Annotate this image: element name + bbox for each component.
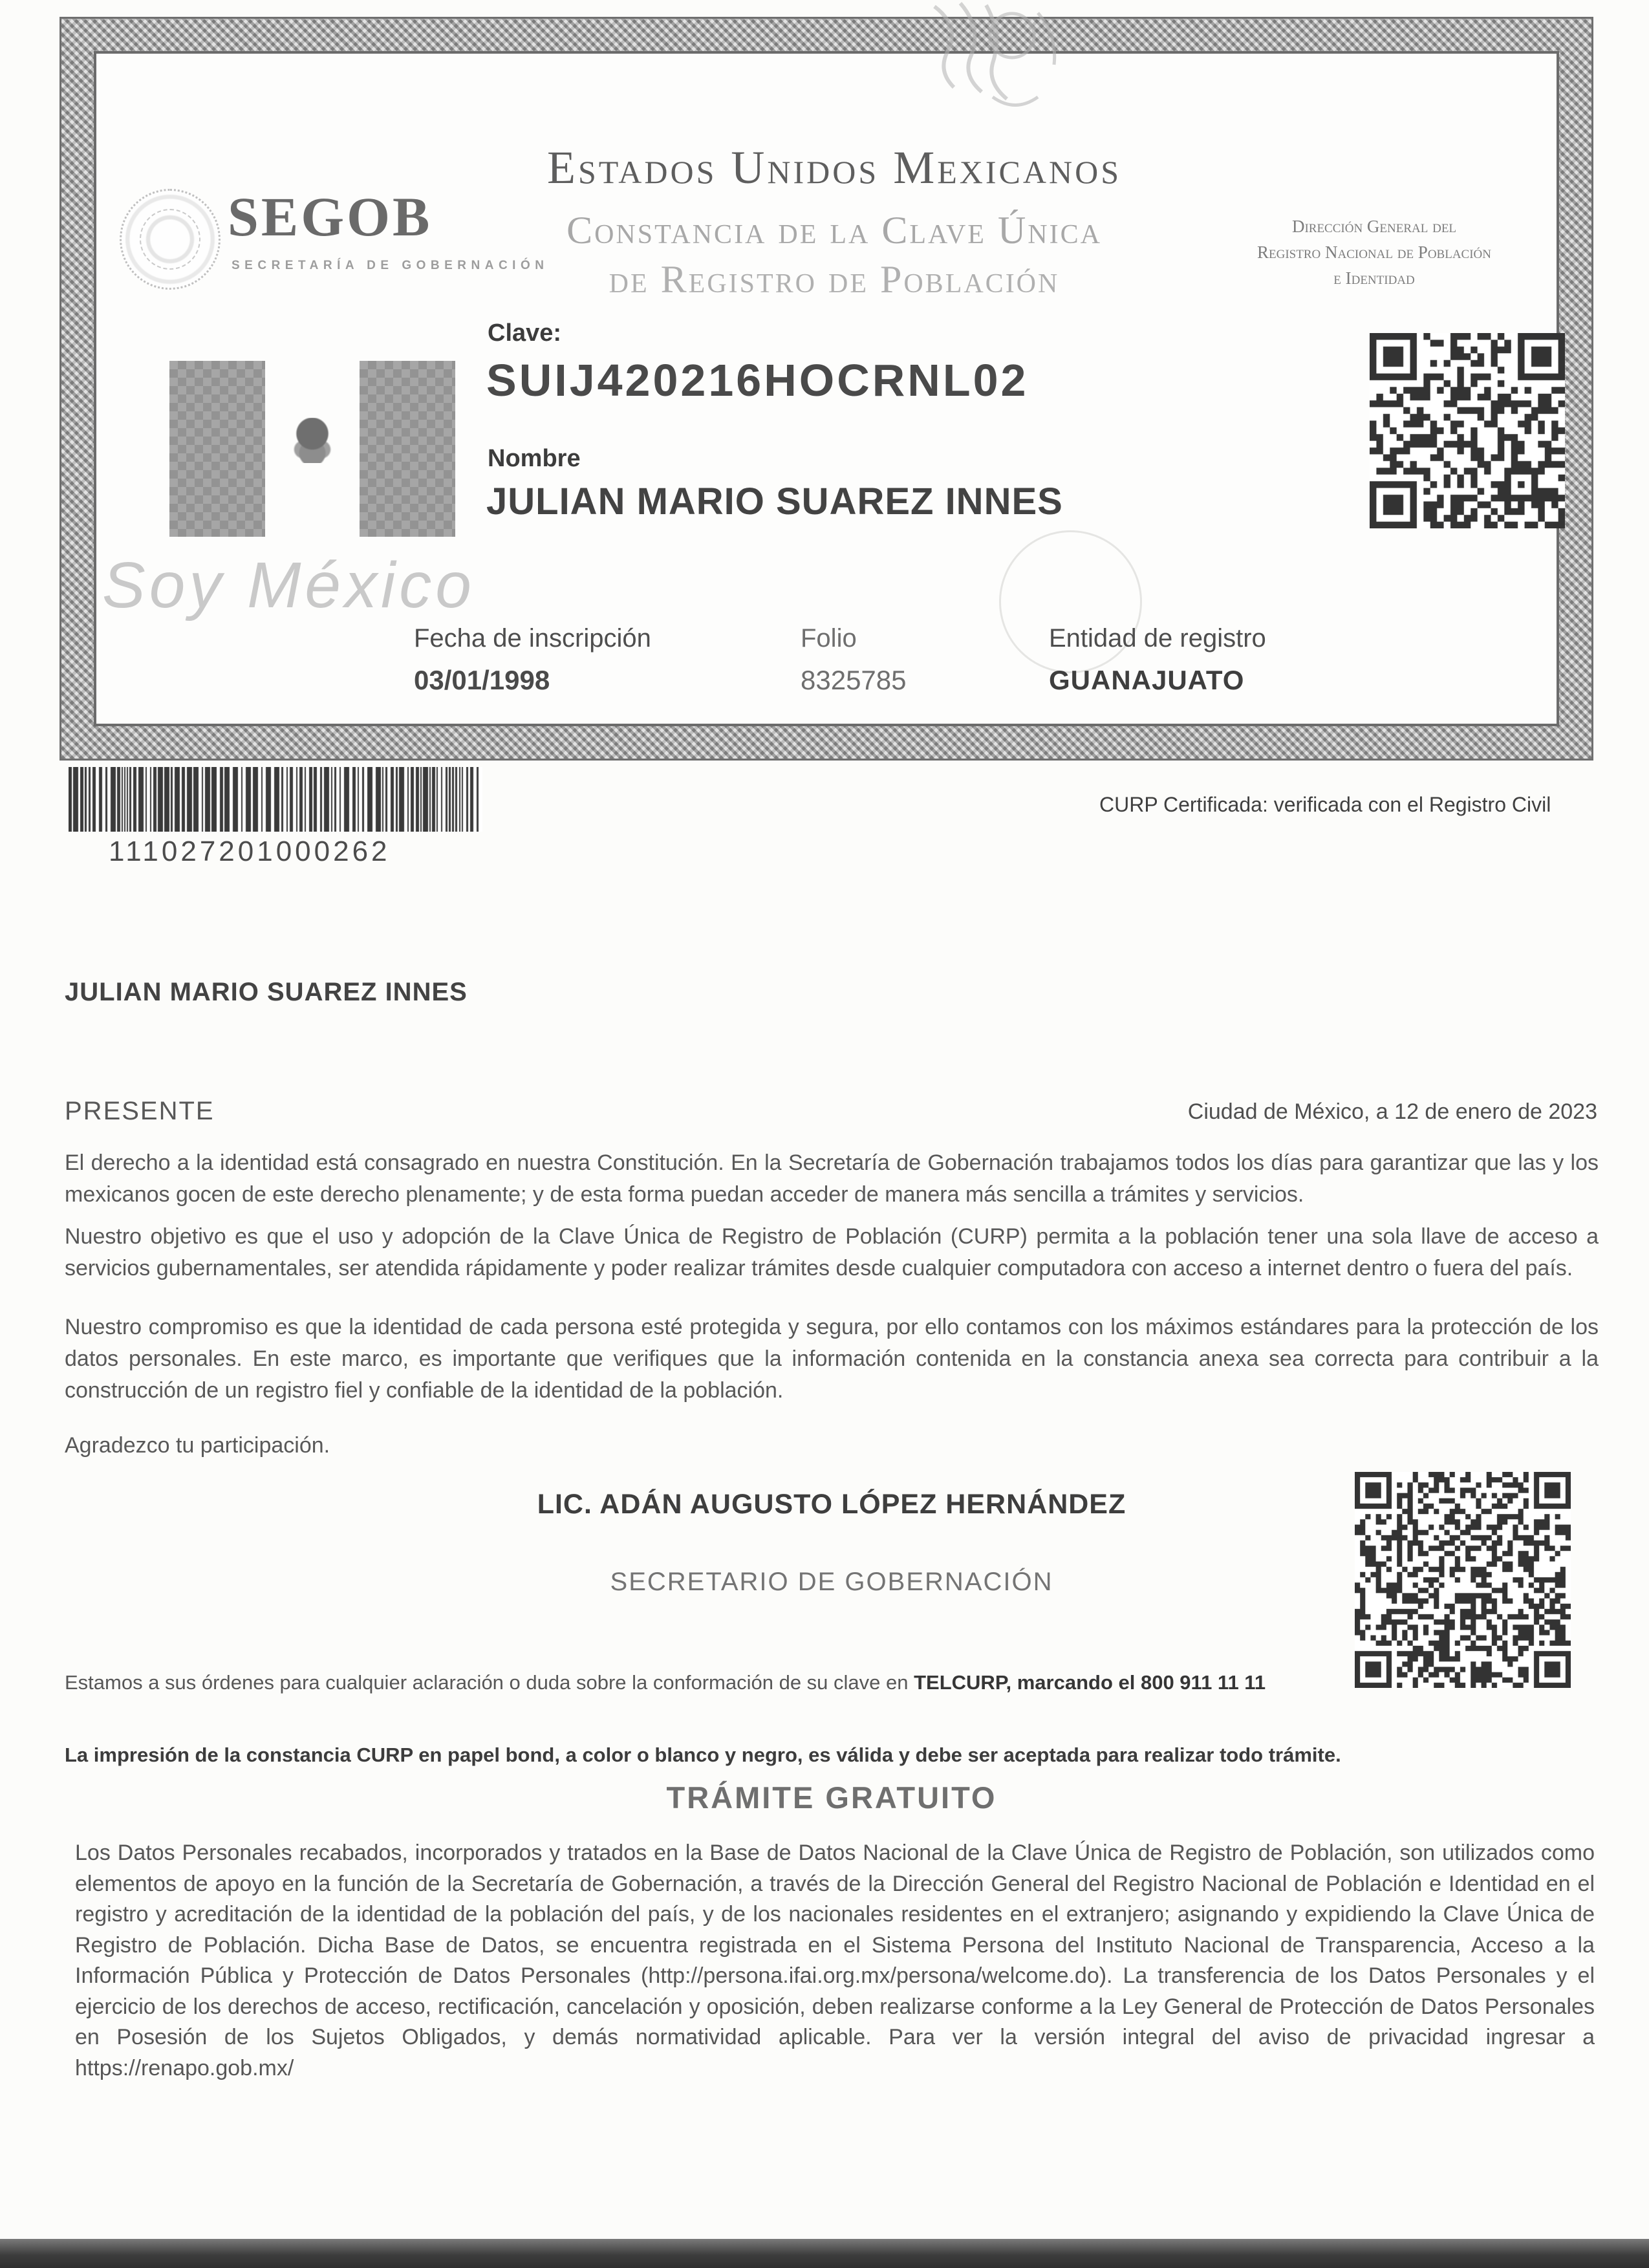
signatory-title: SECRETARIO DE GOBERNACIÓN [610, 1568, 1053, 1596]
direction-line-3: e Identidad [1333, 268, 1415, 288]
contact-line [65, 1671, 1266, 1694]
curp-certified-note: CURP Certificada: verificada con el Registro Civil [1099, 793, 1551, 816]
flag-center-band [265, 361, 360, 537]
entidad-registro-value: GUANAJUATO [1049, 665, 1245, 695]
print-validity-notice: La impresión de la constancia CURP en papel bond, a color o blanco y negro, es válida y debe ser aceptada para realizar todo trámite. [65, 1744, 1341, 1766]
certificate-subtitle-line1: Constancia de la Clave Única [566, 209, 1102, 252]
issuing-direction-block [1229, 213, 1520, 291]
contact-line-regular: Estamos a sus órdenes para cualquier aclaración o duda sobre la conformación de su clave en [65, 1671, 914, 1694]
segob-seal-inner-ring [140, 209, 200, 270]
certificate-subtitle-line2: de Registro de Población [609, 258, 1060, 301]
flag-eagle-icon [291, 418, 334, 463]
segob-seal-icon [120, 189, 221, 290]
barcode [69, 767, 482, 832]
qr-code-certificate [1370, 333, 1565, 528]
signatory-name: LIC. ADÁN AUGUSTO LÓPEZ HERNÁNDEZ [537, 1489, 1126, 1520]
barcode-number: 111027201000262 [109, 836, 391, 867]
nombre-label: Nombre [488, 445, 581, 472]
eagle-watermark [915, 0, 1090, 139]
clave-label: Clave: [488, 319, 562, 347]
mexican-flag-grayscale [169, 361, 455, 537]
privacy-paragraph: Los Datos Personales recabados, incorporados y tratados en la Base de Datos Nacional de la Clave Única de Registro de Población, son utilizados como elementos de apoyo en la función de la Secretaría de Gobernación, a través de la Dirección General del Registro Nacional de Población e Identidad en el registro y acreditación de la identidad de la población del país, y de los nacionales residentes en el extranjero; asignando y expidiendo la Clave Única de Registro de Población. Dicha Base de Datos, se encuentra registrada en el Sistema Persona del Instituto Nacional de Transparencia, Acceso a la Información Pública y Protección de Datos Personales (http://persona.ifai.org.mx/persona/welcome.do). La transferencia de los Datos Personales y el ejercicio de los derechos de acceso, rectificación, cancelación y oposición, deben realizarse conforme a la Ley General de Protección de Datos Personales en Posesión de los Sujetos Obligados, y demás normatividad aplicable. Para ver la versión integral del aviso de privacidad ingresar a https://renapo.gob.mx/ [75, 1841, 1595, 2080]
flag-right-band [360, 361, 455, 537]
flag-left-band [169, 361, 265, 537]
folio-value: 8325785 [801, 665, 907, 695]
fecha-inscripcion-label: Fecha de inscripción [414, 624, 651, 653]
fecha-inscripcion-value: 03/01/1998 [414, 665, 550, 695]
free-procedure-notice: TRÁMITE GRATUITO [666, 1780, 997, 1815]
segob-logo-text: SEGOB [228, 186, 433, 248]
direction-line-1: Dirección General del [1291, 217, 1457, 236]
folio-label: Folio [801, 624, 857, 653]
contact-line-bold: TELCURP, marcando el 800 911 11 11 [914, 1671, 1266, 1694]
certificate-title: Estados Unidos Mexicanos [546, 142, 1122, 193]
letter-presente: PRESENTE [65, 1097, 215, 1125]
soy-mexico-watermark: Soy México [102, 549, 475, 621]
nombre-value: JULIAN MARIO SUAREZ INNES [486, 481, 1063, 523]
letter-paragraph-3: Nuestro compromiso es que la identidad de cada persona esté protegida y segura, por ello contamos con los máximos estándares para la protección de los datos personales. En este marco, es importante que verifiques que la información contenida en la constancia anexa sea correcta para contribuir a la construcción de un registro fiel y confiable de la identidad de la población. [65, 1315, 1599, 1403]
segob-logo-subtitle: SECRETARÍA DE GOBERNACIÓN [232, 259, 549, 272]
letter-recipient-name: JULIAN MARIO SUAREZ INNES [65, 978, 468, 1006]
entidad-registro-label: Entidad de registro [1049, 624, 1266, 653]
letter-closing: Agradezco tu participación. [65, 1433, 330, 1458]
clave-value: SUIJ420216HOCRNL02 [486, 355, 1029, 405]
direction-line-2: Registro Nacional de Población [1257, 243, 1491, 262]
letter-paragraph-2: Nuestro objetivo es que el uso y adopción de la Clave Única de Registro de Población (CURP) permita a la población tener una sola llave de acceso a servicios gubernamentales, ser atendida rápidamente y poder realizar trámites desde cualquier computadora con acceso a internet dentro o fuera del país. [65, 1224, 1599, 1280]
scan-bottom-edge [0, 2239, 1649, 2268]
letter-paragraph-1: El derecho a la identidad está consagrado en nuestra Constitución. En la Secretaría de Gobernación trabajamos todos los días para garantizar que las y los mexicanos gocen de este derecho plenamente; y de esta forma puedan acceder de manera más sencilla a trámites y servicios. [65, 1150, 1599, 1207]
letter-dateline: Ciudad de México, a 12 de enero de 2023 [1187, 1099, 1597, 1124]
qr-code-letter [1355, 1472, 1571, 1688]
